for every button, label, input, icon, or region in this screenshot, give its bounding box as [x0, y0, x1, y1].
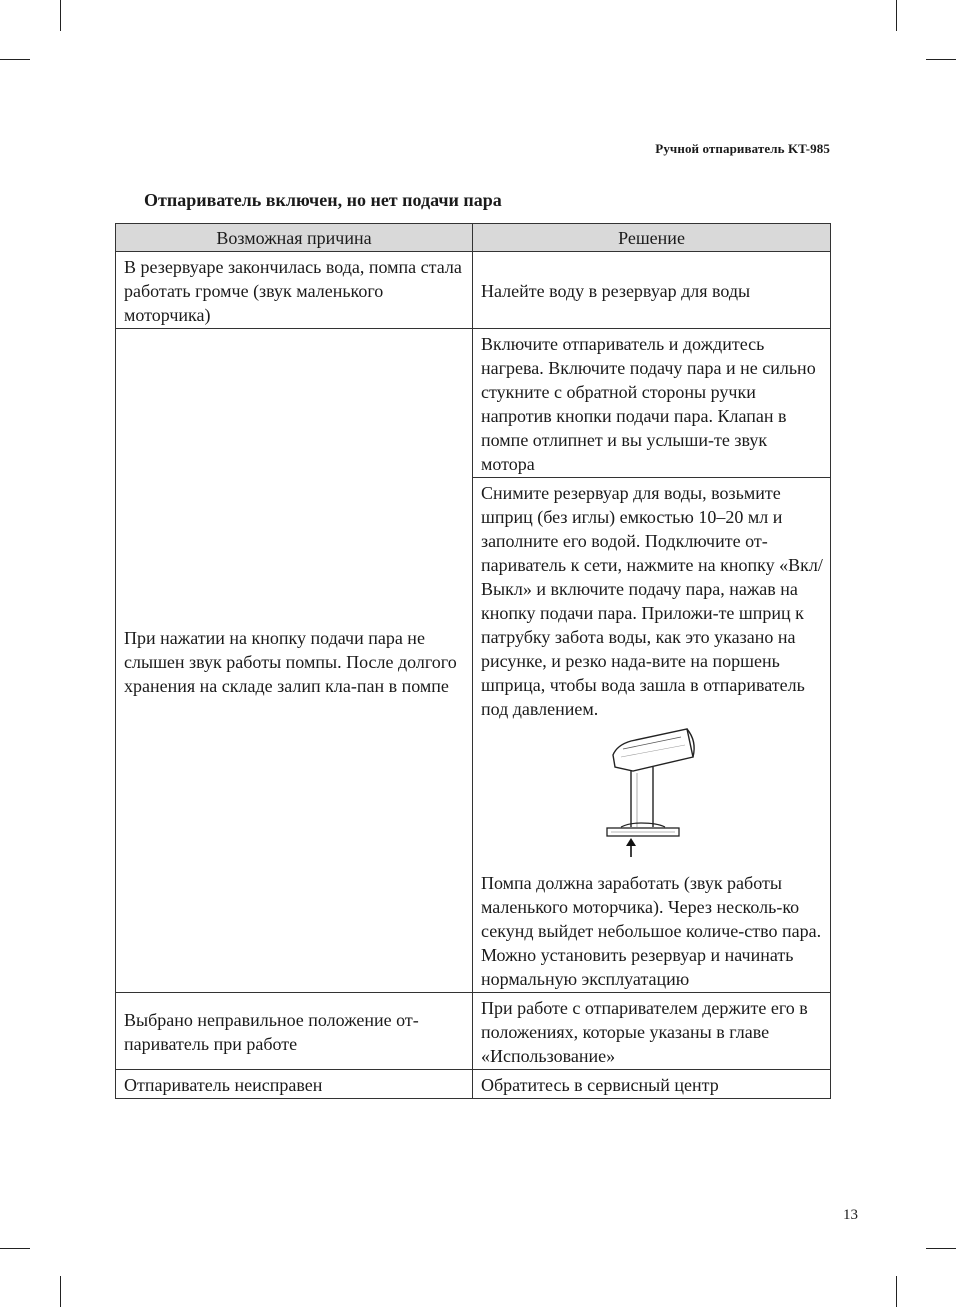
cause-cell: Отпариватель неисправен — [116, 1070, 473, 1099]
crop-mark — [0, 1248, 30, 1249]
troubleshooting-table — [115, 223, 831, 1099]
cause-cell: При нажатии на кнопку подачи пара не слышен звук работы помпы. После долгого хранения на складе залип кла-пан в помпе — [116, 329, 473, 993]
solution-text: Помпа должна заработать (звук работы маленького моторчика). Через несколь-ко секунд выйдет небольшое количе-ство пара. Можно установить резервуар и начинать нормальную эксплуатацию — [481, 873, 822, 989]
solution-cell: При работе с отпаривателем держите его в положениях, которые указаны в главе «Использование» — [473, 993, 831, 1070]
crop-mark — [0, 59, 30, 60]
crop-mark — [926, 1248, 956, 1249]
solution-cell — [473, 478, 831, 993]
table-row — [116, 329, 831, 478]
solution-cell: Включите отпариватель и дождитесь нагрева. Включите подачу пара и не сильно стукните с обратной стороны ручки напротив кнопки подачи пара. Клапан в помпе отлипнет и вы услыши-те звук мотора — [473, 329, 831, 478]
crop-mark — [896, 1276, 897, 1307]
cause-cell: Выбрано неправильное положение от-париватель при работе — [116, 993, 473, 1070]
solution-cell: Налейте воду в резервуар для воды — [473, 252, 831, 329]
solution-text: Снимите резервуар для воды, возьмите шприц (без иглы) емкостью 10–20 мл и заполните его водой. Подключите от-париватель к сети, нажмите на кнопку «Вкл/Выкл» и включите подачу пара, нажав на кнопку подачи пара. Приложи-те шприц к патрубку забота воды, как это указано на рисунке, и резко нада-вите на поршень шприца, чтобы вода зашла в отпариватель под давлением. — [481, 483, 823, 719]
table-row — [116, 1070, 831, 1099]
page-number: 13 — [843, 1207, 858, 1223]
table-row — [116, 993, 831, 1070]
column-header-cause: Возможная причина — [116, 224, 473, 252]
table-row — [116, 252, 831, 329]
table-header-row — [116, 224, 831, 252]
cause-cell: В резервуаре закончилась вода, помпа стала работать громче (звук маленького моторчика) — [116, 252, 473, 329]
solution-cell: Обратитесь в сервисный центр — [473, 1070, 831, 1099]
crop-mark — [926, 59, 956, 60]
crop-mark — [60, 1276, 61, 1307]
steamer-syringe-illustration — [481, 727, 824, 867]
running-header: Ручной отпариватель KT-985 — [655, 141, 830, 156]
crop-mark — [896, 0, 897, 31]
column-header-solution: Решение — [473, 224, 831, 252]
steamer-icon — [481, 727, 821, 867]
crop-mark — [60, 0, 61, 31]
section-heading: Отпариватель включен, но нет подачи пара — [144, 190, 502, 210]
